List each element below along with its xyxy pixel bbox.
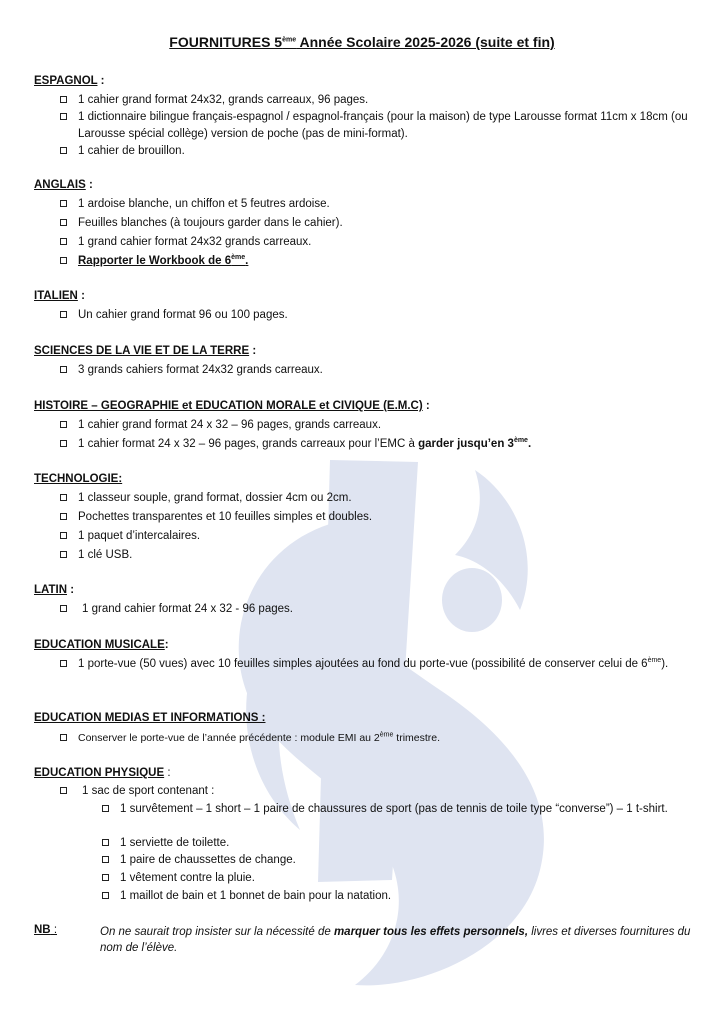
section-heading-musique: EDUCATION MUSICALE: — [34, 639, 169, 651]
checkbox-icon — [102, 805, 109, 812]
list-item: 1 grand cahier format 24 x 32 - 96 pages. — [60, 601, 700, 618]
checkbox-icon — [60, 421, 67, 428]
section-heading-anglais: ANGLAIS : — [34, 179, 93, 191]
section-heading-latin: LATIN : — [34, 584, 75, 596]
checkbox-icon — [60, 96, 67, 103]
sub-list-item: 1 vêtement contre la pluie. — [102, 870, 700, 887]
checkbox-icon — [60, 440, 67, 447]
list-item: 1 cahier grand format 24 x 32 – 96 pages, grands carreaux. — [60, 417, 700, 434]
sub-list-item: 1 paire de chaussettes de change. — [102, 852, 700, 869]
list-item: 1 sac de sport contenant : — [60, 783, 700, 800]
section-heading-technologie: TECHNOLOGIE: — [34, 473, 123, 485]
list-item: 1 cahier grand format 24x32, grands carreaux, 96 pages. — [60, 92, 700, 109]
list-item: 1 dictionnaire bilingue français-espagnol / espagnol-français (pour la maison) de type Larousse format 11cm x 18cm (ou Larousse spécial collège) version de poche (pas de mini-format). — [60, 109, 700, 143]
list-item: 1 clé USB. — [60, 547, 700, 564]
sub-list-item: 1 survêtement – 1 short – 1 paire de chaussures de sport (pas de tennis de toile type “converse”) – 1 t-shirt. — [102, 801, 700, 818]
list-item: 1 cahier format 24 x 32 – 96 pages, grands carreaux pour l’EMC à garder jusqu’en 3ème. — [60, 436, 700, 453]
checkbox-icon — [102, 839, 109, 846]
list-item: 1 cahier de brouillon. — [60, 143, 700, 160]
section-heading-espagnol: ESPAGNOL : — [34, 75, 105, 87]
list-item: Un cahier grand format 96 ou 100 pages. — [60, 307, 700, 324]
list-item: Pochettes transparentes et 10 feuilles simples et doubles. — [60, 509, 700, 526]
checkbox-icon — [60, 513, 67, 520]
checkbox-icon — [60, 494, 67, 501]
section-heading-svt: SCIENCES DE LA VIE ET DE LA TERRE : — [34, 345, 257, 357]
checkbox-icon — [60, 660, 67, 667]
nb-label: NB : — [34, 924, 58, 936]
checkbox-icon — [60, 366, 67, 373]
section-heading-italien: ITALIEN : — [34, 290, 85, 302]
checkbox-icon — [60, 238, 67, 245]
list-item: 1 grand cahier format 24x32 grands carreaux. — [60, 234, 700, 251]
checkbox-icon — [60, 551, 67, 558]
list-item-workbook: Rapporter le Workbook de 6ème. — [60, 253, 700, 270]
checkbox-icon — [60, 113, 67, 120]
checkbox-icon — [102, 856, 109, 863]
list-item: 3 grands cahiers format 24x32 grands carreaux. — [60, 362, 700, 379]
list-item: 1 paquet d’intercalaires. — [60, 528, 700, 545]
checkbox-icon — [60, 734, 67, 741]
sub-list-item: 1 maillot de bain et 1 bonnet de bain pour la natation. — [102, 888, 700, 905]
checkbox-icon — [60, 605, 67, 612]
checkbox-icon — [60, 787, 67, 794]
section-heading-eps: EDUCATION PHYSIQUE : — [34, 767, 171, 779]
page-title: FOURNITURES 5ème Année Scolaire 2025-2026 (suite et fin) — [169, 34, 555, 50]
checkbox-icon — [60, 147, 67, 154]
nb-note: On ne saurait trop insister sur la nécessité de marquer tous les effets personnels, livres et diverses fournitures du nom de l’élève. — [100, 926, 691, 954]
sub-list-item: 1 serviette de toilette. — [102, 835, 700, 852]
list-item: 1 porte-vue (50 vues) avec 10 feuilles simples ajoutées au fond du porte-vue (possibilité de conserver celui de 6ème). — [60, 656, 700, 673]
checkbox-icon — [102, 892, 109, 899]
list-item: 1 classeur souple, grand format, dossier 4cm ou 2cm. — [60, 490, 700, 507]
list-item: Conserver le porte-vue de l’année précédente : module EMI au 2ème trimestre. — [60, 730, 700, 747]
list-item: Feuilles blanches (à toujours garder dans le cahier). — [60, 215, 700, 232]
section-heading-emi: EDUCATION MEDIAS ET INFORMATIONS : — [34, 712, 266, 724]
checkbox-icon — [60, 257, 67, 264]
list-item: 1 ardoise blanche, un chiffon et 5 feutres ardoise. — [60, 196, 700, 213]
checkbox-icon — [60, 311, 67, 318]
checkbox-icon — [102, 874, 109, 881]
checkbox-icon — [60, 219, 67, 226]
checkbox-icon — [60, 532, 67, 539]
checkbox-icon — [60, 200, 67, 207]
section-heading-histoire: HISTOIRE – GEOGRAPHIE et EDUCATION MORALE et CIVIQUE (E.M.C) : — [34, 400, 430, 412]
